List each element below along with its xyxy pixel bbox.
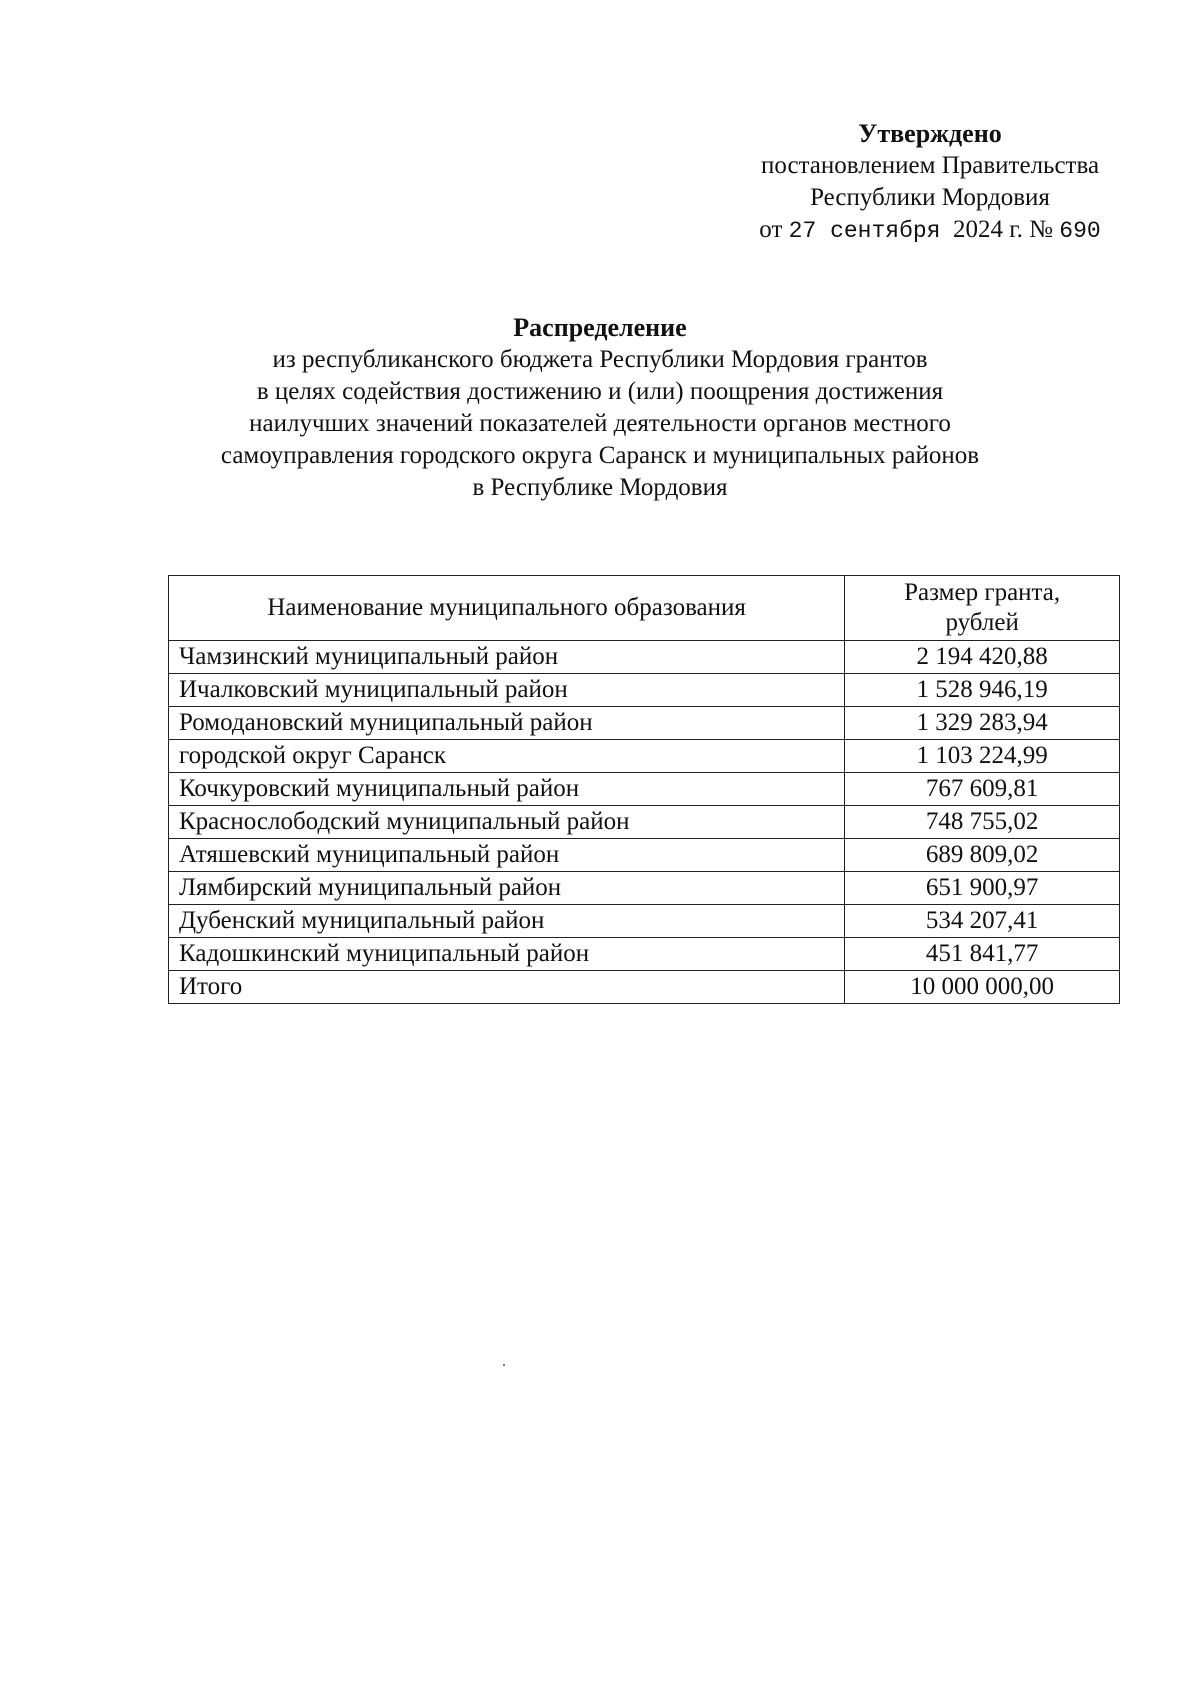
- grant-amount: 1 528 946,19: [845, 674, 1120, 707]
- date-value: 27 сентября: [788, 218, 941, 244]
- municipality-name: Лямбирский муниципальный район: [169, 872, 845, 905]
- table-row: [169, 740, 1120, 773]
- total-row: [169, 971, 1120, 1004]
- header-name: Наименование муниципального образования: [169, 576, 845, 641]
- municipality-name: Дубенский муниципальный район: [169, 905, 845, 938]
- grant-amount: 1 103 224,99: [845, 740, 1120, 773]
- table-row: [169, 806, 1120, 839]
- municipality-name: городской округ Саранск: [169, 740, 845, 773]
- grant-amount: 748 755,02: [845, 806, 1120, 839]
- approval-date-line: [720, 214, 1140, 247]
- header-amount-line-2: рублей: [945, 609, 1019, 636]
- municipality-name: Ичалковский муниципальный район: [169, 674, 845, 707]
- title-line: наилучших значений показателей деятельности органов местного: [249, 410, 951, 437]
- municipality-name: Ромодановский муниципальный район: [169, 707, 845, 740]
- date-year: 2024 г. №: [952, 216, 1054, 243]
- date-prefix: от: [759, 216, 783, 243]
- table-header-row: [169, 576, 1120, 641]
- title-line: из республиканского бюджета Республики Мордовия грантов: [272, 346, 928, 373]
- total-amount: 10 000 000,00: [845, 971, 1120, 1004]
- table-row: [169, 839, 1120, 872]
- approval-heading: Утверждено: [858, 119, 1002, 148]
- municipality-name: Чамзинский муниципальный район: [169, 641, 845, 674]
- grant-amount: 767 609,81: [845, 773, 1120, 806]
- total-label: Итого: [169, 971, 845, 1004]
- document-number: 690: [1059, 218, 1101, 244]
- municipality-name: Кадошкинский муниципальный район: [169, 938, 845, 971]
- title-line: в целях содействия достижению и (или) поощрения достижения: [256, 378, 944, 405]
- table-row: [169, 905, 1120, 938]
- title-line: самоуправления городского округа Саранск и муниципальных районов: [220, 442, 980, 469]
- table-row: [169, 773, 1120, 806]
- grant-amount: 451 841,77: [845, 938, 1120, 971]
- table-row: [169, 707, 1120, 740]
- table-row: [169, 674, 1120, 707]
- grant-amount: 534 207,41: [845, 905, 1120, 938]
- municipality-name: Краснослободский муниципальный район: [169, 806, 845, 839]
- approval-line-1: постановлением Правительства: [760, 152, 1100, 179]
- table-row: [169, 938, 1120, 971]
- title-line: в Республике Мордовия: [472, 474, 728, 501]
- municipality-name: Атяшевский муниципальный район: [169, 839, 845, 872]
- municipality-name: Кочкуровский муниципальный район: [169, 773, 845, 806]
- table-row: [169, 872, 1120, 905]
- header-amount-line-1: Размер гранта,: [904, 579, 1061, 606]
- document-title: [150, 312, 1050, 504]
- title-heading: Распределение: [513, 313, 687, 342]
- approval-stamp: [720, 118, 1140, 247]
- approval-line-2: Республики Мордовия: [810, 184, 1050, 211]
- grant-amount: 1 329 283,94: [845, 707, 1120, 740]
- scan-speck: [503, 1364, 505, 1366]
- grant-amount: 2 194 420,88: [845, 641, 1120, 674]
- grants-table: [168, 575, 1120, 1004]
- grant-amount: 651 900,97: [845, 872, 1120, 905]
- table-row: [169, 641, 1120, 674]
- grant-amount: 689 809,02: [845, 839, 1120, 872]
- header-amount: [845, 576, 1120, 641]
